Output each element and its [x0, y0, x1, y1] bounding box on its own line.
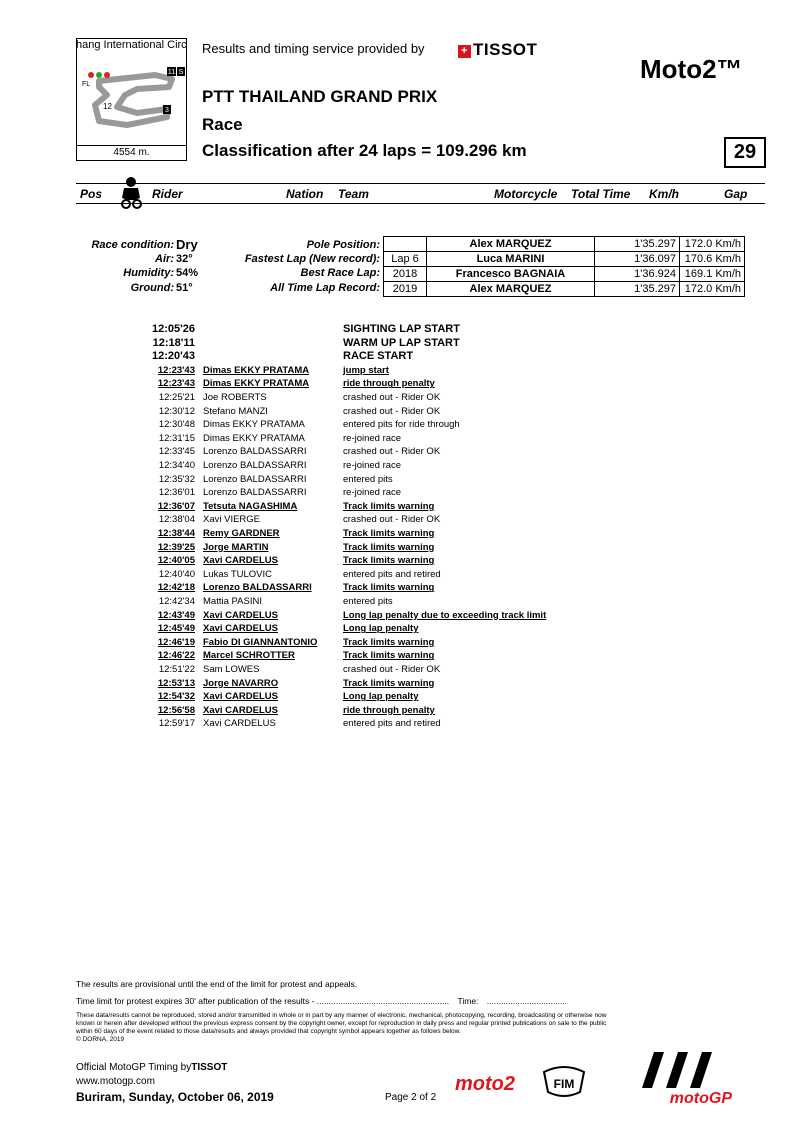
event-rider: Xavi CARDELUS: [203, 691, 278, 703]
event-rider: Dimas EKKY PRATAMA: [203, 364, 310, 376]
event-message: Track limits warning: [343, 541, 435, 553]
svg-text:FIM: FIM: [553, 1077, 575, 1091]
rider-helmet-icon: [118, 176, 144, 215]
tissot-logo: + TISSOT: [458, 40, 537, 60]
event-message: SIGHTING LAP START: [343, 323, 460, 335]
record-time: 1'36.097: [595, 252, 680, 267]
protest-limit: Time limit for protest expires 30' after publication of the results - ........................................................ Time: ..................................: [76, 996, 568, 1006]
col-motorcycle: Motorcycle: [494, 187, 558, 201]
event-time: 12:53'13: [157, 677, 195, 689]
map-label-3: [163, 105, 171, 114]
event-message: entered pits: [343, 596, 393, 607]
official-timing: Official MotoGP Timing byTISSOT: [76, 1062, 228, 1073]
map-label-12: 12: [103, 102, 112, 111]
event-time: 12:35'32: [158, 473, 195, 485]
record-speed: 172.0 Km/h: [680, 237, 745, 252]
event-rider: Xavi CARDELUS: [203, 609, 278, 621]
event-message: Track limits warning: [343, 555, 435, 567]
event-rider: Dimas EKKY PRATAMA: [203, 419, 305, 431]
event-rider: Mattia PASINI: [203, 596, 262, 607]
copyright-notice: These data/results cannot be reproduced, stored and/or transmitted in whole or in part by any manner of electronic, mechanical, photocopying, recording, broadcasting or otherwise now known or herein after developed without the previous express consent by the copyright owner, except for reproduction in daily press and regular printed publications on sale to the public within 60 days of the event related to those data/results and always provided that copyright symbol appears together as follows below. © DORNA, 2019: [76, 1012, 607, 1043]
page-badge: 29: [724, 137, 766, 168]
classification-title: Classification after 24 laps = 109.296 km: [202, 141, 527, 160]
event-time: 12:30'48: [158, 419, 195, 431]
event-message: Track limits warning: [343, 528, 435, 539]
page-number: Page 2 of 2: [385, 1092, 437, 1103]
event-message: entered pits for ride through: [343, 419, 460, 431]
red-light-icon: [104, 72, 110, 78]
event-time: 12:31'15: [158, 432, 195, 444]
record-time: 1'35.297: [595, 237, 680, 252]
event-message: re-joined race: [343, 487, 402, 499]
event-time: 12:54'32: [157, 691, 195, 703]
event-message: Track limits warning: [343, 500, 435, 512]
col-rider: Rider: [152, 187, 183, 201]
event-time: 12:05'26: [152, 323, 195, 335]
event-rider: Lorenzo BALDASSARRI: [203, 446, 307, 458]
col-total-time: Total Time: [571, 187, 631, 201]
event-time: 12:46'19: [157, 636, 195, 648]
event-message: entered pits: [343, 473, 393, 485]
map-label-s: [177, 67, 185, 76]
event-message: crashed out - Rider OK: [343, 664, 441, 675]
event-message: Track limits warning: [343, 582, 435, 594]
col-pos: Pos: [80, 187, 103, 201]
event-time: 12:23'43: [157, 378, 195, 390]
event-time: 12:23'43: [157, 364, 195, 376]
results-provider: Results and timing service provided by: [202, 41, 425, 56]
event-time: 12:59'17: [158, 718, 195, 730]
map-label-fl: FL: [82, 81, 91, 88]
session-name: Race: [202, 115, 243, 134]
event-rider: Lorenzo BALDASSARRI: [203, 487, 307, 499]
record-rider: Alex MARQUEZ: [427, 282, 595, 297]
event-message: Long lap penalty: [343, 691, 419, 703]
event-rider: Fabio DI GIANNANTONIO: [203, 636, 318, 648]
ground-label: Ground:: [130, 282, 174, 294]
event-message: crashed out - Rider OK: [343, 405, 441, 417]
event-message: crashed out - Rider OK: [343, 514, 441, 526]
col-nation: Nation: [286, 187, 324, 201]
provisional-note: The results are provisional until the end of the limit for protest and appeals.: [76, 979, 358, 989]
event-time: 12:39'25: [157, 541, 195, 553]
event-rider: Tetsuta NAGASHIMA: [203, 500, 298, 512]
event-message: Long lap penalty due to exceeding track limit: [343, 609, 547, 621]
event-message: Long lap penalty: [343, 623, 419, 635]
location-date: Buriram, Sunday, October 06, 2019: [76, 1090, 274, 1104]
condition-label: Race condition:: [91, 239, 174, 251]
record-rider: Alex MARQUEZ: [427, 237, 595, 252]
event-time: 12:51'22: [158, 664, 195, 675]
event-time: 12:33'45: [158, 446, 195, 458]
moto2-logo: moto2: [455, 1073, 515, 1095]
event-rider: Lorenzo BALDASSARRI: [203, 582, 312, 594]
event-time: 12:40'05: [157, 555, 195, 567]
red-light-icon: [88, 72, 94, 78]
event-message: WARM UP LAP START: [343, 336, 460, 349]
event-message: re-joined race: [343, 460, 402, 471]
col-gap: Gap: [724, 187, 748, 201]
record-lap: Lap 6: [384, 252, 427, 267]
humidity-label: Humidity:: [123, 267, 174, 279]
event-message: ride through penalty: [343, 378, 435, 390]
event-message: entered pits and retired: [343, 568, 441, 580]
event-message: Track limits warning: [343, 636, 435, 648]
record-row: [384, 282, 745, 297]
event-rider: Dimas EKKY PRATAMA: [203, 378, 310, 390]
record-label: Best Race Lap:: [300, 267, 380, 279]
event-rider: Jorge MARTIN: [203, 541, 269, 553]
record-lap: 2019: [384, 282, 427, 297]
air-value: 32°: [176, 253, 193, 265]
svg-text:3: 3: [165, 107, 169, 114]
header-divider: [76, 203, 765, 204]
website-link[interactable]: www.motogp.com: [76, 1076, 155, 1087]
record-lap: [384, 237, 427, 252]
record-label: All Time Lap Record:: [270, 282, 380, 294]
record-row: [384, 237, 745, 252]
event-rider: Xavi VIERGE: [203, 514, 261, 526]
event-time: 12:40'40: [158, 568, 195, 580]
event-message: jump start: [343, 364, 389, 376]
event-time: 12:45'49: [157, 623, 195, 635]
event-rider: Xavi CARDELUS: [203, 704, 278, 716]
record-row: [384, 252, 745, 267]
event-message: entered pits and retired: [343, 718, 441, 730]
humidity-value: 54%: [176, 267, 199, 279]
event-message: ride through penalty: [343, 704, 435, 716]
class-name: Moto2™: [640, 54, 743, 84]
event-message: crashed out - Rider OK: [343, 446, 441, 458]
record-lap: 2018: [384, 267, 427, 282]
header-divider: [76, 183, 765, 184]
motogp-logo: [632, 1048, 742, 1108]
event-time: 12:46'22: [157, 650, 195, 662]
record-time: 1'35.297: [595, 282, 680, 297]
event-rider: Jorge NAVARRO: [203, 677, 279, 689]
event-time: 12:36'01: [158, 487, 195, 499]
event-time: 12:42'18: [157, 582, 195, 594]
circuit-map: [76, 38, 187, 146]
svg-text:11: 11: [167, 69, 176, 76]
event-rider: Lorenzo BALDASSARRI: [203, 460, 307, 471]
event-time: 12:43'49: [157, 609, 195, 621]
col-speed: Km/h: [649, 187, 679, 201]
record-label: Fastest Lap (New record):: [244, 253, 380, 265]
event-time: 12:56'58: [157, 704, 195, 716]
event-time: 12:42'34: [158, 596, 195, 607]
record-label: Pole Position:: [306, 239, 380, 251]
event-time: 12:38'04: [158, 514, 195, 526]
event-rider: Marcel SCHROTTER: [203, 650, 295, 662]
ground-value: 51°: [176, 282, 193, 294]
event-message: crashed out - Rider OK: [343, 392, 441, 403]
col-team: Team: [338, 187, 369, 201]
tissot-cross-icon: +: [458, 45, 471, 58]
svg-text:motoGP: motoGP: [669, 1090, 732, 1107]
event-message: re-joined race: [343, 432, 402, 444]
map-label-11: [167, 67, 176, 76]
record-speed: 170.6 Km/h: [680, 252, 745, 267]
record-row: [384, 267, 745, 282]
event-title: PTT THAILAND GRAND PRIX: [202, 87, 438, 106]
record-speed: 172.0 Km/h: [680, 282, 745, 297]
circuit-map-icon: [77, 39, 186, 145]
event-rider: Sam LOWES: [203, 664, 260, 675]
event-time: 12:18'11: [152, 336, 195, 349]
event-time: 12:36'07: [157, 500, 195, 512]
event-rider: Dimas EKKY PRATAMA: [203, 432, 305, 444]
condition-value: Dry: [176, 237, 198, 252]
svg-text:S: S: [178, 69, 184, 76]
air-label: Air:: [155, 253, 174, 265]
event-time: 12:20'43: [152, 350, 195, 363]
event-message: Track limits warning: [343, 650, 435, 662]
event-rider: Xavi CARDELUS: [203, 718, 276, 730]
event-rider: Lukas TULOVIC: [203, 568, 272, 580]
event-message: Track limits warning: [343, 677, 435, 689]
green-light-icon: [96, 72, 102, 78]
event-rider: Xavi CARDELUS: [203, 623, 278, 635]
event-time: 12:30'12: [158, 405, 195, 417]
records-table: [383, 236, 745, 297]
event-time: 12:25'21: [158, 392, 195, 403]
fim-logo: [542, 1062, 586, 1100]
event-time: 12:38'44: [157, 528, 195, 539]
event-rider: Xavi CARDELUS: [203, 555, 278, 567]
record-time: 1'36.924: [595, 267, 680, 282]
event-rider: Lorenzo BALDASSARRI: [203, 473, 307, 485]
circuit-name: hang International Circ: [76, 39, 187, 51]
record-rider: Luca MARINI: [427, 252, 595, 267]
event-rider: Stefano MANZI: [203, 405, 268, 417]
event-rider: Remy GARDNER: [203, 528, 280, 539]
circuit-length: 4554 m.: [76, 145, 187, 161]
event-message: RACE START: [343, 350, 414, 363]
event-time: 12:34'40: [158, 460, 195, 471]
event-rider: Joe ROBERTS: [203, 392, 267, 403]
record-rider: Francesco BAGNAIA: [427, 267, 595, 282]
record-speed: 169.1 Km/h: [680, 267, 745, 282]
